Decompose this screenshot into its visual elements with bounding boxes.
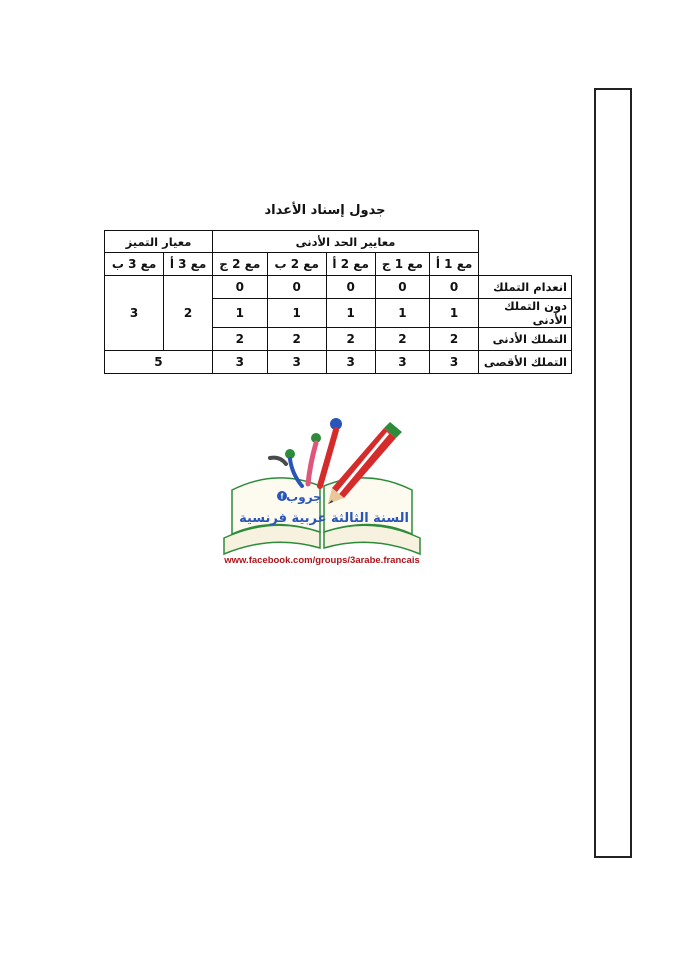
row-label: التملك الأقصى xyxy=(479,351,572,374)
score-cell: 1 xyxy=(375,299,430,328)
excellence-max-score: 5 xyxy=(105,351,213,374)
people-figures-icon xyxy=(270,418,342,486)
table-row xyxy=(105,276,572,299)
row-label: التملك الأدنى xyxy=(479,328,572,351)
score-cell: 3 xyxy=(375,351,430,374)
score-cell: 0 xyxy=(430,276,479,299)
logo-group-word: جروب xyxy=(286,490,322,504)
svg-text:f: f xyxy=(280,492,284,501)
score-cell: 3 xyxy=(267,351,326,374)
side-frame xyxy=(594,88,632,858)
row-label: دون التملك الأدنى xyxy=(479,299,572,328)
page-title: جدول إسناد الأعداد xyxy=(264,203,386,218)
excellence-3a-score: 2 xyxy=(164,276,213,351)
score-cell: 0 xyxy=(375,276,430,299)
score-cell: 2 xyxy=(267,328,326,351)
group-min-criteria: معايير الحد الأدنى xyxy=(212,231,478,253)
row-label: انعدام التملك xyxy=(479,276,572,299)
score-cell: 3 xyxy=(326,351,375,374)
excellence-3b-score: 3 xyxy=(105,276,164,351)
header-blank xyxy=(479,231,572,253)
facebook-group-url[interactable]: www.facebook.com/groups/3arabe.francais xyxy=(224,555,420,566)
score-cell: 3 xyxy=(430,351,479,374)
criterion-header: مع 2 أ xyxy=(326,253,375,276)
score-cell: 0 xyxy=(267,276,326,299)
score-cell: 2 xyxy=(375,328,430,351)
score-cell: 0 xyxy=(326,276,375,299)
score-cell: 0 xyxy=(212,276,267,299)
group-logo xyxy=(212,398,432,576)
table-row xyxy=(105,351,572,374)
score-cell: 1 xyxy=(430,299,479,328)
group-excellence-criteria: معيار التميز xyxy=(105,231,213,253)
criterion-header: مع 3 ب xyxy=(105,253,164,276)
score-cell: 2 xyxy=(430,328,479,351)
criterion-header: مع 2 ب xyxy=(267,253,326,276)
score-cell: 1 xyxy=(212,299,267,328)
score-cell: 1 xyxy=(267,299,326,328)
criterion-header: مع 1 ج xyxy=(375,253,430,276)
score-cell: 2 xyxy=(326,328,375,351)
criterion-header: مع 2 ج xyxy=(212,253,267,276)
logo-group-name: السنة الثالثة عربية فرنسية xyxy=(239,511,409,526)
score-cell: 1 xyxy=(326,299,375,328)
grading-table xyxy=(104,230,572,374)
criterion-header: مع 3 أ xyxy=(164,253,213,276)
score-cell: 2 xyxy=(212,328,267,351)
score-cell: 3 xyxy=(212,351,267,374)
criteria-blank xyxy=(479,253,572,276)
criterion-header: مع 1 أ xyxy=(430,253,479,276)
